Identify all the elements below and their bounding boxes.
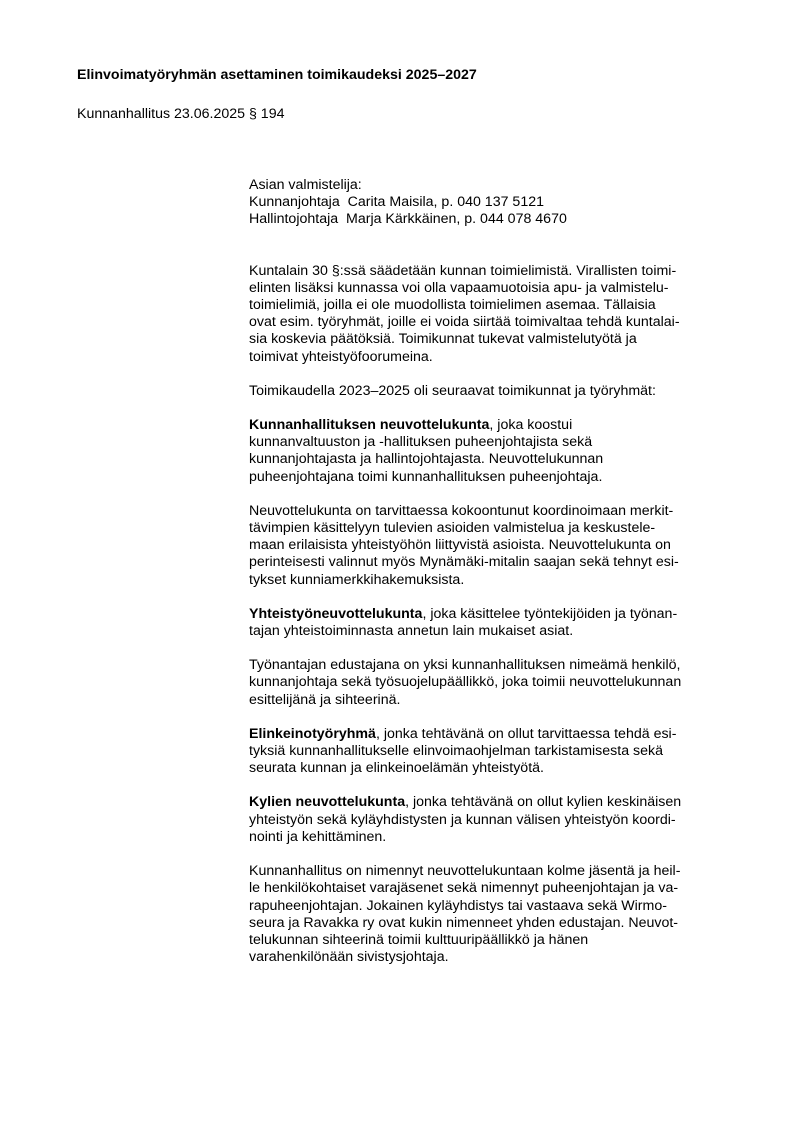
paragraph-tyonantaja: Työnantajan edustajana on yksi kunnanhallituksen nimeämä henkilö, kunnanjohtaja sekä työsuojelupäällikkö, joka toimii neuvottelukunnan esittelijänä ja sihteerinä. (249, 657, 682, 708)
heading-elinkeinotyoryhma: Elinkeinotyöryhmä (249, 725, 376, 742)
preparer-block (249, 177, 739, 229)
paragraph-intro-list: Toimikaudella 2023–2025 oli seuraavat toimikunnat ja työryhmät: (249, 382, 656, 399)
page-title: Elinvoimatyöryhmän asettaminen toimikaudeksi 2025–2027 (77, 67, 477, 83)
text-kh-neuvottelukunta: , joka koostui kunnanvaltuuston ja -hallituksen puheenjohtajista sekä kunnanjohtajasta ja hallintojohtajasta. Neuvottelukunnan puheenjohtajana toimi kunnanhallituksen puheenjohtaja. (249, 417, 604, 485)
preparer-heading: Asian valmistelija: (249, 177, 362, 193)
text-yhteistyoneuvottelukunta: , joka käsittelee työntekijöiden ja työnan- tajan yhteistoiminnasta annetun lain mukaiset asiat. (249, 605, 678, 640)
text-elinkeinotyoryhma: , jonka tehtävänä on ollut tarvittaessa tehdä esi- tyksiä kunnanhallitukselle elinvoimaohjelman tarkistamisesta sekä seurata kunnan ja elinkeinoelämän yhteistyötä. (249, 725, 677, 777)
paragraph-kunnanhallitus-nimeaminen: Kunnanhallitus on nimennyt neuvottelukuntaan kolme jäsentä ja heil- le henkilökohtaiset varajäsenet sekä nimennyt puheenjohtajan ja va- rapuheenjohtajan. Jokainen kyläyhdistys tai vastaava sekä Wirmo- seura ja Ravakka ry ovat kukin nimenneet yhden edustajan. Neuvot- telukunnan sihteerinä toimii kulttuuripäällikkö ja hänen varahenkilönään sivistysjohtaja. (249, 863, 681, 966)
heading-yhteistyoneuvottelukunta: Yhteistyöneuvottelukunta (249, 605, 423, 622)
paragraph-elinkeinotyoryhma (249, 726, 739, 778)
paragraph-kuntalaki: Kuntalain 30 §:ssä säädetään kunnan toimielimistä. Virallisten toimi- elinten lisäksi kunnassa voi olla vapaamuotoisia apu- ja valmistelu- toimielimiä, joilla ei ole muodollista toimielimen asemaa. Tällaisia ovat esim. työryhmät, joille ei voida siirtää toimivaltaa tehdä kuntalai- sia koskevia päätöksiä. Toimikunnat tukevat valmistelutyötä ja toimivat yhteistyöfoorumeina. (249, 262, 680, 365)
paragraph-kylien-neuvottelukunta (249, 794, 739, 846)
preparer-line-2: Hallintojohtaja Marja Kärkkäinen, p. 044 078 4670 (249, 211, 567, 228)
document-body (249, 177, 739, 966)
paragraph-kh-neuvottelukunta (249, 417, 739, 486)
heading-kh-neuvottelukunta: Kunnanhallituksen neuvottelukunta (249, 417, 490, 434)
preparer-line-1: Kunnanjohtaja Carita Maisila, p. 040 137 5121 (249, 194, 544, 211)
paragraph-yhteistyoneuvottelukunta (249, 606, 739, 640)
text-kylien-neuvottelukunta: , jonka tehtävänä on ollut kylien keskinäisen yhteistyön sekä kyläyhdistysten ja kunnan välisen yhteistyön koordi- nointi ja kehittäminen. (249, 794, 682, 845)
meeting-reference: Kunnanhallitus 23.06.2025 § 194 (77, 106, 285, 122)
heading-kylien-neuvottelukunta: Kylien neuvottelukunta (249, 794, 406, 811)
paragraph-neuvottelukunta-tasks: Neuvottelukunta on tarvittaessa kokoontunut koordinoimaan merkit- tävimpien käsittelyyn tulevien asioiden valmistelua ja keskustele- maan erilaisista yhteistyöhön liittyvistä asioista. Neuvottelukunta on perinteisesti valinnut myös Mynämäki-mitalin saajan sekä tehnyt esi- tykset kunniamerkkihakemuksista. (249, 502, 679, 588)
